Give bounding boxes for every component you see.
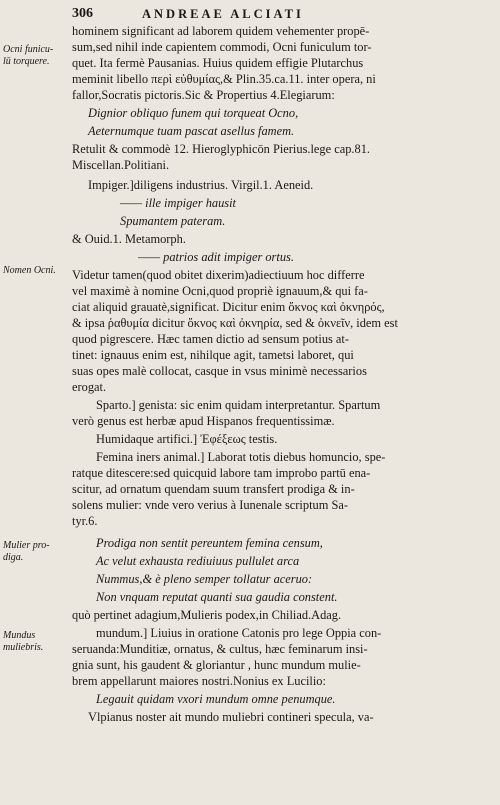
text-line: ciat aliquid grauatè,significat. Dicitur enim ὄκνος καὶ ὀκνηρός,	[72, 300, 385, 314]
text-line: gnia sunt, his gaudent & gloriantur , hunc mundum mulie-	[72, 658, 361, 672]
verse-line: —— ille impiger hausit	[120, 196, 236, 210]
text-line: quod pigrescere. Hæc tamen dictio ad sensum potius at-	[72, 332, 349, 346]
text-line: Videtur tamen(quod obitet dixerim)adiectiuum hoc differre	[72, 268, 365, 282]
verse-line: Non vnquam reputat quanti sua gaudia constent.	[96, 590, 338, 604]
lemma-line: Sparto.] genista: sic enim quidam interpretantur. Spartum	[96, 398, 381, 412]
lemma-line: Femina iners animal.] Laborat totis diebus homuncio, spe-	[96, 450, 386, 464]
text-line: Retulit & commodè 12. Hieroglyphicōn Pierius.lege cap.81.	[72, 142, 371, 156]
text-line: ratque ditescere:sed quicquid labore tam improbo partū ena-	[72, 466, 371, 480]
text-line: & ipsa ῥαθυμία dicitur ὄκνος καὶ ὀκνηρία, sed & ὀκνεῖν, idem est	[72, 316, 398, 330]
verse-line: Spumantem pateram.	[120, 214, 226, 228]
text-line: quet. Ita fermè Pausanias. Huius quidem effigie Plutarchus	[72, 56, 364, 70]
verse-line: Legauit quidam vxori mundum omne penumque.	[96, 692, 336, 706]
verse-line: Dignior obliquo funem qui torqueat Ocno,	[88, 106, 299, 120]
margin-note-mulier-prodiga: Mulier pro- diga.	[3, 540, 50, 563]
margin-note-ocni-funiculum: Ocni funicu- lū torquere.	[3, 44, 54, 67]
page-number: 306	[72, 6, 93, 21]
verse-line: Ac velut exhausta rediuiuus pullulet arca	[96, 554, 300, 568]
text-line: vel maximè à nomine Ocni,quod propriè ignauum,& qui fa-	[72, 284, 368, 298]
text-line: & Ouid.1. Metamorph.	[72, 232, 186, 246]
verse-line: Prodiga non sentit pereuntem femina censum,	[96, 536, 323, 550]
text-line: Miscellan.Politiani.	[72, 158, 170, 172]
running-title: ANDREAE ALCIATI	[142, 7, 304, 21]
verse-line: —— patrios adit impiger ortus.	[138, 250, 294, 264]
text-line: meminit libello περὶ εὐθυμίας,& Plin.35.ca.11. inter opera, ni	[72, 72, 376, 86]
text-line: seruanda:Munditiæ, ornatus, & cultus, hæc feminarum insi-	[72, 642, 368, 656]
text-line: suas opes malè collocat, casque in vsus minimè necessarios	[72, 364, 367, 378]
margin-note-nomen-ocni: Nomen Ocni.	[3, 265, 56, 276]
text-line: sum,sed nihil inde capientem commodi, Ocni funiculum tor-	[72, 40, 372, 54]
text-line: solens mulier: vnde vero verius à Iunenale scriptum Sa-	[72, 498, 348, 512]
verse-line: Nummus,& è pleno semper tollatur aceruo:	[96, 572, 313, 586]
text-line: tyr.6.	[72, 514, 98, 528]
text-line: erogat.	[72, 380, 107, 394]
text-line: hominem significant ad laborem quidem vehementer propē-	[72, 24, 370, 38]
text-line: scitur, ad ornatum quendam suum transfert prodiga & in-	[72, 482, 355, 496]
text-line: tinet: ignauus enim est, nihilque agit, tametsi laboret, qui	[72, 348, 354, 362]
text-line: verò genus est herbæ apud Hispanos frequentissimæ.	[72, 414, 335, 428]
text-line: quò pertinet adagium,Mulieris podex,in Chiliad.Adag.	[72, 608, 342, 622]
margin-note-mundus-muliebris: Mundus muliebris.	[3, 630, 44, 653]
text-line: brem appellarunt maiores nostri.Nonius ex Lucilio:	[72, 674, 326, 688]
lemma-line: mundum.] Liuius in oratione Catonis pro lege Oppia con-	[96, 626, 382, 640]
page-header	[72, 6, 492, 22]
verse-line: Aeternumque tuam pascat asellus famem.	[88, 124, 295, 138]
text-line: Vlpianus noster ait mundo muliebri contineri specula, va-	[88, 710, 374, 724]
lemma-line: Humidaque artifici.] Ἐφέξεως testis.	[96, 432, 278, 446]
lemma-line: Impiger.]diligens industrius. Virgil.1. Aeneid.	[88, 178, 314, 192]
text-line: fallor,Socratis pictoris.Sic & Propertius 4.Elegiarum:	[72, 88, 335, 102]
